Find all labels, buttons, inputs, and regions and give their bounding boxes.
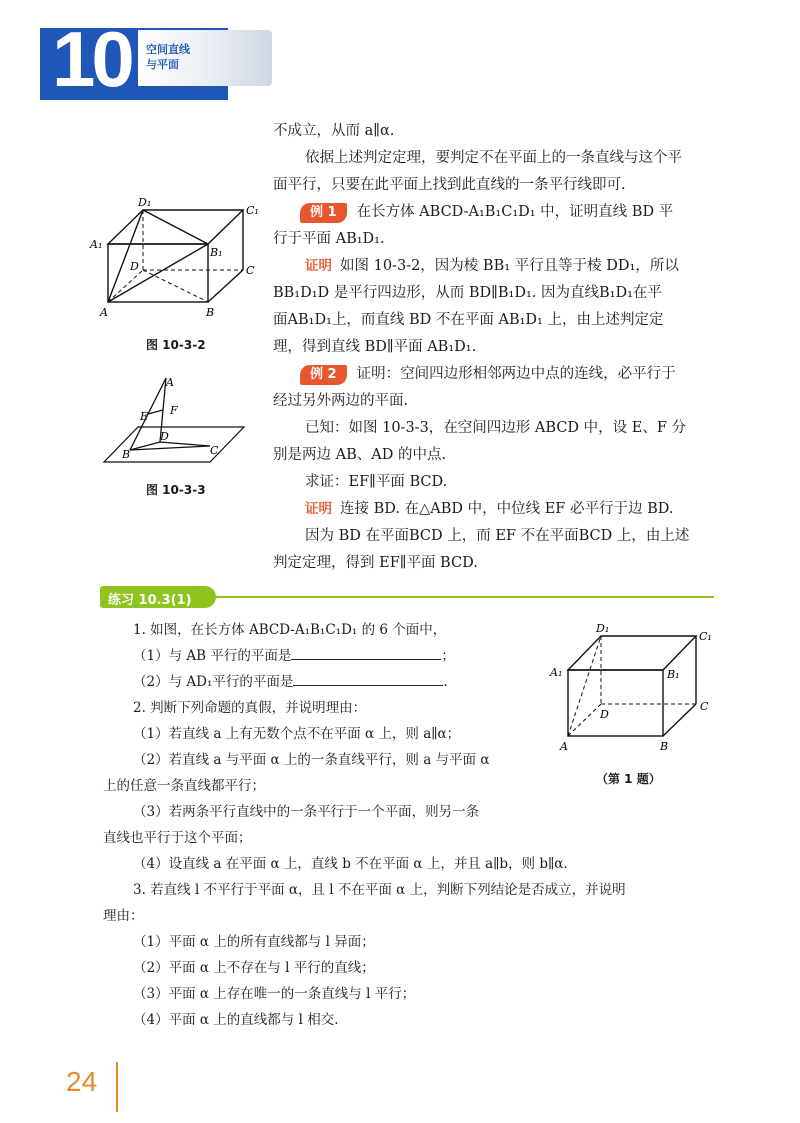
example-text: 在长方体 ABCD-A₁B₁C₁D₁ 中，证明直线 BD 平 <box>356 204 674 220</box>
question-text: （1）与 AB 平行的平面是 <box>133 648 292 664</box>
figure-caption: 图 10-3-2 <box>146 338 206 352</box>
question: （1）若直线 a 上有无数个点不在平面 α 上，则 a∥α； <box>133 726 461 742</box>
figure-caption: 图 10-3-3 <box>146 483 206 497</box>
question: （2）平面 α 上不存在与 l 平行的直线； <box>133 960 375 976</box>
answer-blank[interactable] <box>291 645 441 660</box>
proof-2 <box>305 496 673 523</box>
example-tag: 例 1 <box>300 203 347 223</box>
paragraph: 面平行，只要在此平面上找到此直线的一条平行线即可. <box>273 177 626 193</box>
vertex-label: C <box>210 444 219 457</box>
question: 直线也平行于这个平面； <box>103 830 252 846</box>
vertex-label: D <box>130 260 139 273</box>
vertex-label: A <box>100 306 108 319</box>
exercise-title: 练习 10.3(1) <box>108 593 192 608</box>
chapter-number: 10 <box>52 15 131 103</box>
vertex-label: B₁ <box>210 246 223 259</box>
paragraph: 已知：如图 10-3-3，在空间四边形 ABCD 中，设 E、F 分 <box>305 420 687 436</box>
page-number: 24 <box>66 1066 98 1097</box>
vertex-label: D <box>600 708 609 721</box>
question: （4）设直线 a 在平面 α 上，直线 b 不在平面 α 上，并且 a∥b，则 b∥α. <box>133 856 568 872</box>
answer-blank[interactable] <box>293 671 443 686</box>
figure-caption: （第 1 题） <box>596 772 661 786</box>
example-2 <box>300 361 676 388</box>
vertex-label: B <box>660 740 669 753</box>
figure-tetrahedron <box>100 372 250 468</box>
proof-tag: 证明 <box>305 501 332 517</box>
question: 理由： <box>103 908 144 924</box>
chapter-title <box>146 42 190 72</box>
vertex-label: A <box>560 740 568 753</box>
vertex-label: D₁ <box>596 622 610 635</box>
question-text: （2）与 AD₁平行的平面是 <box>133 674 294 690</box>
vertex-label: F <box>170 404 178 417</box>
example-1 <box>300 199 673 226</box>
question: （3）平面 α 上存在唯一的一条直线与 l 平行； <box>133 986 416 1002</box>
figure-cuboid-2 <box>548 620 728 754</box>
question: （2）若直线 a 与平面 α 上的一条直线平行，则 a 与平面 α <box>133 752 490 768</box>
paragraph: 别是两边 AB、AD 的中点. <box>273 447 447 463</box>
vertex-label: C₁ <box>699 630 712 643</box>
question: （4）平面 α 上的直线都与 l 相交. <box>133 1012 339 1028</box>
paragraph: 因为 BD 在平面BCD 上，而 EF 不在平面BCD 上，由上述 <box>305 528 690 544</box>
question <box>133 644 455 670</box>
proof-text: 如图 10-3-2，因为棱 BB₁ 平行且等于棱 DD₁，所以 <box>340 258 679 274</box>
question <box>133 670 448 696</box>
question-text: ； <box>441 648 455 664</box>
question: （1）平面 α 上的所有直线都与 l 异面； <box>133 934 375 950</box>
vertex-label: C <box>700 700 709 713</box>
vertex-label: A₁ <box>550 666 563 679</box>
paragraph: 不成立，从而 a∥α. <box>273 123 395 139</box>
vertex-label: B₁ <box>667 668 680 681</box>
proof-1 <box>305 253 679 280</box>
vertex-label: A₁ <box>90 238 103 251</box>
question: 上的任意一条直线都平行； <box>103 778 265 794</box>
figure-cuboid-1 <box>88 192 268 322</box>
chapter-title-line2: 与平面 <box>146 58 179 71</box>
vertex-label: B <box>122 448 131 461</box>
vertex-label: C₁ <box>246 204 259 217</box>
paragraph: 理，得到直线 BD∥平面 AB₁D₁. <box>273 339 477 355</box>
example-text: 证明：空间四边形相邻两边中点的连线，必平行于 <box>356 366 676 382</box>
example-tag: 例 2 <box>300 365 347 385</box>
proof-text: 连接 BD. 在△ABD 中，中位线 EF 必平行于边 BD. <box>340 501 674 517</box>
vertex-label: D <box>160 430 169 443</box>
question: （3）若两条平行直线中的一条平行于一个平面，则另一条 <box>133 804 480 820</box>
paragraph: BB₁D₁D 是平行四边形，从而 BD∥B₁D₁. 因为直线B₁D₁在平 <box>273 285 662 301</box>
paragraph: 依据上述判定定理，要判定不在平面上的一条直线与这个平 <box>305 150 682 166</box>
question: 2. 判断下列命题的真假，并说明理由： <box>133 700 367 716</box>
exercise-rule <box>216 596 714 598</box>
chapter-title-line1: 空间直线 <box>146 43 190 56</box>
vertex-label: B <box>206 306 215 319</box>
paragraph: 经过另外两边的平面. <box>273 393 409 409</box>
paragraph: 求证：EF∥平面 BCD. <box>305 474 448 490</box>
paragraph: 判定定理，得到 EF∥平面 BCD. <box>273 555 478 571</box>
paragraph: 面AB₁D₁上，而直线 BD 不在平面 AB₁D₁ 上，由上述判定定 <box>273 312 664 328</box>
vertex-label: C <box>246 264 255 277</box>
paragraph: 行于平面 AB₁D₁. <box>273 231 385 247</box>
vertex-label: E <box>140 410 149 423</box>
question-text: . <box>443 674 448 690</box>
vertex-label: D₁ <box>138 196 152 209</box>
page-rule <box>116 1062 118 1112</box>
question: 3. 若直线 l 不平行于平面 α，且 l 不在平面 α 上，判断下列结论是否成立，并说明 <box>133 882 626 898</box>
vertex-label: A <box>166 376 174 389</box>
proof-tag: 证明 <box>305 258 332 274</box>
question: 1. 如图，在长方体 ABCD-A₁B₁C₁D₁ 的 6 个面中， <box>133 622 447 638</box>
